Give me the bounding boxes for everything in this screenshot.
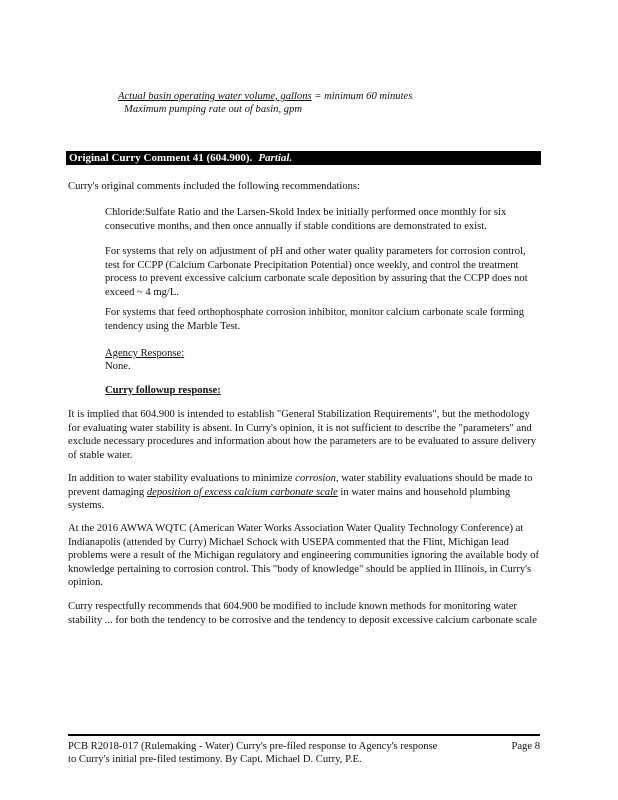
- followup-paragraph-1: It is implied that 604.900 is intended to establish "General Stabilization Requirements", but the methodology for evaluating water stability is absent. In Curry's opinion, it is not sufficient to describe the "parameters" and exclude necessary procedures and information about how the parameters are to be evaluated to assure delivery of stable water.: [68, 409, 536, 461]
- formula-denominator: Maximum pumping rate out of basin, gpm: [124, 104, 303, 115]
- formula-result: = minimum 60 minutes: [311, 91, 413, 102]
- intro-text: Curry's original comments included the following recommendations:: [68, 181, 361, 192]
- section-heading: [69, 151, 292, 165]
- p2-corrosion: corrosion: [295, 473, 336, 484]
- p2-part-a: In addition to water stability evaluations to minimize: [68, 473, 296, 484]
- p2-part-c: , water stability evaluations should be made to prevent damaging: [68, 473, 533, 498]
- footer-rule: [68, 734, 540, 736]
- section-heading-title: Original Curry Comment 41 (604.900).: [69, 152, 253, 164]
- page-number: Page 8: [511, 741, 540, 752]
- footer-line-2: to Curry's initial pre-filed testimony. By Capt. Michael D. Curry, P.E.: [68, 754, 362, 765]
- formula-numerator-text: Actual basin operating water volume, gallons: [118, 91, 312, 102]
- recommendation-2: For systems that rely on adjustment of pH and other water quality parameters for corrosion control, test for CCPP (Calcium Carbonate Precipitation Potential) once weekly, and control the treatment process to prevent excessive calcium carbonate scale deposition by assuring that the CCPP does not exceed ~ 4 mg/L.: [105, 246, 528, 298]
- agency-response-value: None.: [105, 361, 131, 372]
- recommendation-1: Chloride:Sulfate Ratio and the Larsen-Skold Index be initially performed once monthly for six consecutive months, and then once annually if stable conditions are demonstrated to exist.: [105, 207, 507, 232]
- footer-line-1: PCB R2018-017 (Rulemaking - Water) Curry's pre-filed response to Agency's response: [68, 741, 438, 752]
- followup-heading: Curry followup response:: [105, 385, 221, 396]
- p2-part-e: in water mains and household plumbing systems.: [68, 486, 511, 512]
- followup-paragraph-2: [68, 472, 542, 513]
- followup-paragraph-4: Curry respectfully recommends that 604.900 be modified to include known methods for monitoring water stability ... for both the tendency to be corrosive and the tendency to deposit excessive calcium carbonate scale: [68, 601, 537, 626]
- followup-paragraph-3: At the 2016 AWWA WQTC (American Water Works Association Water Quality Technology Conference) at Indianapolis (attended by Curry) Michael Schock with USEPA commented that the Flint, Michigan lead problems were a result of the Michigan regulatory and engineering communities ignoring the available body of knowledge pertaining to corrosion control. This "body of knowledge" should be applied in Illinois, in Curry's opinion.: [68, 523, 539, 589]
- agency-response-label: Agency Response:: [105, 348, 185, 359]
- recommendation-3: For systems that feed orthophosphate corrosion inhibitor, monitor calcium carbonate scale forming tendency using the Marble Test.: [105, 307, 525, 332]
- footer: [68, 740, 540, 766]
- section-heading-status: Partial.: [258, 152, 293, 164]
- p2-deposition: deposition of excess calcium carbonate scale: [146, 486, 338, 498]
- formula-numerator: [118, 90, 412, 104]
